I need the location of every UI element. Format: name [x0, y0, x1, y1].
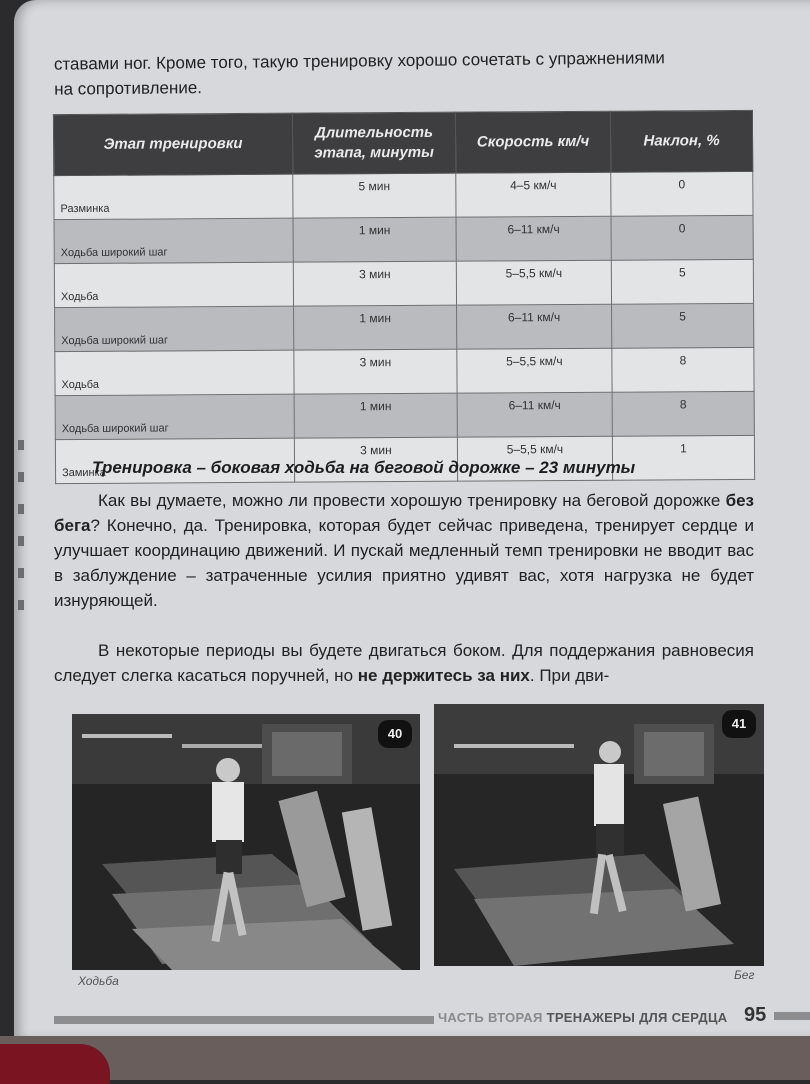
table-row	[54, 215, 753, 263]
p2-text-b: ? Конечно, да. Тренировка, которая будет сейчас приведена, тренирует сердце и улучшает координацию движений. И пускай медленный темп тренировки не вводит вас в заблуждение – затраченные усилия приятно удивят вас, хотя нагрузка не будет изнуряющей.	[54, 516, 754, 610]
intro-line-2: на сопротивление.	[54, 78, 203, 99]
header-stage: Этап тренировки	[53, 113, 292, 175]
cell-stage: Разминка	[54, 174, 293, 219]
cell-stage: Заминка	[55, 438, 294, 483]
header-incline: Наклон, %	[610, 110, 752, 172]
paragraph-2	[54, 488, 754, 613]
cell-duration: 1 мин	[294, 393, 457, 438]
photo-number-badge: 41	[722, 710, 756, 738]
cell-incline: 1	[612, 435, 754, 480]
table-row	[54, 259, 753, 307]
table-header-row	[53, 110, 752, 175]
table-row	[54, 171, 753, 219]
workout-table	[53, 110, 755, 484]
running-treadmill-image	[434, 704, 764, 966]
cell-duration: 5 мин	[293, 173, 456, 218]
cell-incline: 0	[611, 171, 753, 216]
p2-text-a: Как вы думаете, можно ли провести хорошую тренировку на беговой дорожке	[98, 491, 726, 510]
photo-number-badge: 40	[378, 720, 412, 748]
table-row	[55, 391, 754, 439]
book-page	[14, 0, 810, 1040]
cell-stage: Ходьба широкий шаг	[55, 306, 294, 351]
footer-title: ТРЕНАЖЕРЫ ДЛЯ СЕРДЦА	[546, 1010, 728, 1025]
intro-line-1: ставами ног. Кроме того, такую тренировку хорошо сочетать с упражнениями	[53, 48, 665, 74]
paragraph-3	[54, 638, 754, 688]
background-surface	[0, 1036, 810, 1080]
header-duration: Длительность этапа, минуты	[292, 112, 455, 174]
cell-speed: 6–11 км/ч	[457, 304, 612, 349]
cell-speed: 4–5 км/ч	[456, 172, 611, 217]
cell-incline: 5	[612, 303, 754, 348]
photo-caption-running: Бег	[734, 968, 755, 982]
running-footer	[438, 1010, 727, 1025]
finger	[0, 1044, 110, 1084]
photo-caption-walking: Ходьба	[78, 974, 119, 988]
cell-stage: Ходьба широкий шаг	[54, 218, 293, 263]
footer-part: ЧАСТЬ ВТОРАЯ	[438, 1010, 543, 1025]
cell-stage: Ходьба	[55, 350, 294, 395]
photo-walking	[72, 714, 420, 970]
p3-text-b: . При дви-	[529, 666, 610, 685]
cell-duration: 1 мин	[294, 305, 457, 350]
p3-bold: не держитесь за них	[357, 666, 530, 685]
p2-bold: без бега	[54, 491, 754, 535]
photo-running	[434, 704, 764, 966]
table-row	[55, 347, 754, 395]
cell-duration: 3 мин	[294, 437, 457, 482]
cell-incline: 8	[612, 391, 754, 436]
cell-incline: 0	[611, 215, 753, 260]
cell-incline: 5	[611, 259, 753, 304]
cell-speed: 6–11 км/ч	[457, 392, 612, 437]
cell-stage: Ходьба	[54, 262, 293, 307]
page-number: 95	[744, 1004, 767, 1026]
cell-stage: Ходьба широкий шаг	[55, 394, 294, 439]
cell-speed: 5–5,5 км/ч	[456, 260, 611, 305]
walking-treadmill-image	[72, 714, 420, 970]
header-speed: Скорость км/ч	[455, 111, 610, 173]
cell-speed: 5–5,5 км/ч	[457, 436, 612, 481]
cell-incline: 8	[612, 347, 754, 392]
cell-speed: 6–11 км/ч	[456, 216, 611, 261]
cell-duration: 3 мин	[293, 261, 456, 306]
cell-duration: 1 мин	[293, 217, 456, 262]
footer-rule-right	[774, 1012, 810, 1020]
footer-rule	[54, 1016, 434, 1024]
section-heading: Тренировка – боковая ходьба на беговой дорожке – 23 минуты	[92, 458, 636, 477]
table-row	[55, 303, 754, 351]
p3-text-a: В некоторые периоды вы будете двигаться боком. Для поддержания равновесия следует слегка касаться поручней, но	[54, 641, 754, 685]
page-edge-marks	[16, 440, 26, 632]
cell-duration: 3 мин	[294, 349, 457, 394]
cell-speed: 5–5,5 км/ч	[457, 348, 612, 393]
intro-paragraph	[54, 44, 754, 101]
